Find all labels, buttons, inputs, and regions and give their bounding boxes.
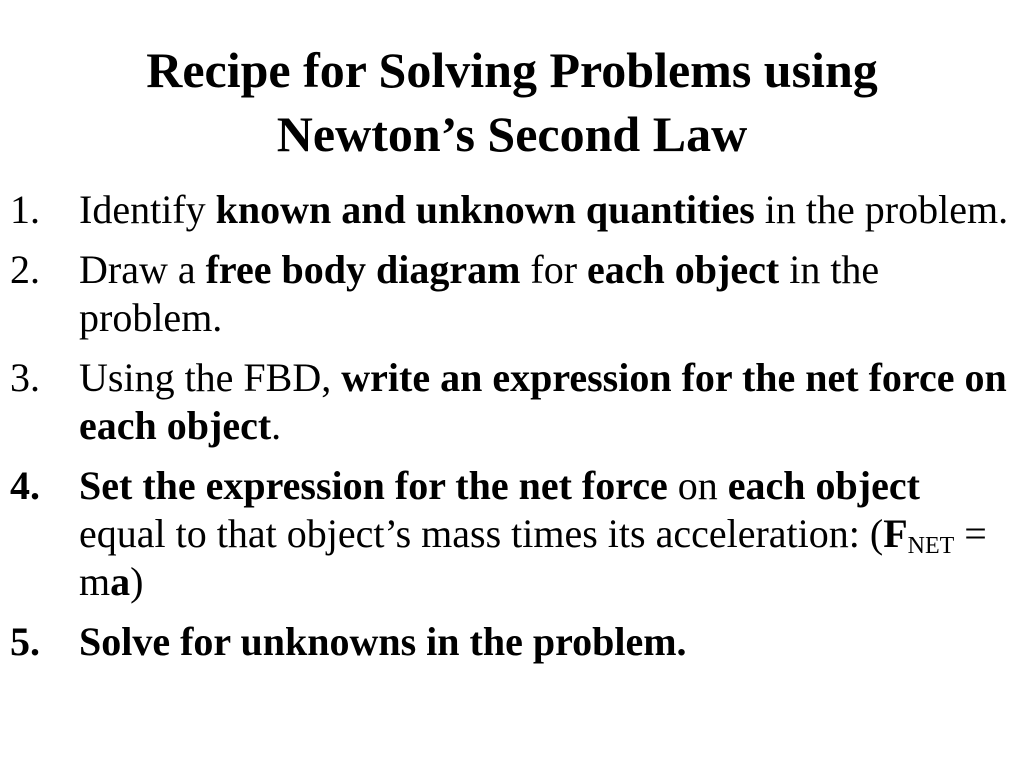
formula-text: ) xyxy=(130,559,144,604)
step-text: in the problem. xyxy=(79,247,880,340)
step-text: in the problem. xyxy=(754,187,1009,232)
step-5 xyxy=(0,618,1010,666)
step-emphasis: free body diagram xyxy=(205,247,521,292)
slide-title xyxy=(0,38,1024,166)
step-emphasis: each object xyxy=(727,463,920,508)
step-emphasis: each object xyxy=(587,247,780,292)
step-text: Identify xyxy=(79,187,216,232)
step-emphasis: write an expression for the net force on each object xyxy=(79,355,1007,448)
step-number: 4. xyxy=(10,463,40,508)
step-text: for xyxy=(520,247,588,292)
step-4 xyxy=(0,462,1010,606)
steps-list xyxy=(0,186,1010,678)
formula-subscript: NET xyxy=(907,533,955,559)
title-line-2: Newton’s Second Law xyxy=(276,106,748,162)
step-number: 2. xyxy=(10,247,40,292)
step-text: Draw a xyxy=(79,247,206,292)
formula-force-symbol: F xyxy=(883,511,908,556)
step-emphasis: Solve for unknowns in the problem. xyxy=(79,619,687,664)
step-text: Using the FBD, xyxy=(79,355,342,400)
step-1 xyxy=(0,186,1010,234)
step-2 xyxy=(0,246,1010,342)
title-line-1: Recipe for Solving Problems using xyxy=(146,42,878,98)
step-text: equal to that object’s mass times its acceleration: ( xyxy=(79,511,884,556)
step-text: . xyxy=(271,403,282,448)
step-emphasis: known and unknown quantities xyxy=(215,187,755,232)
formula-acceleration-symbol: a xyxy=(110,559,131,604)
step-number: 3. xyxy=(10,355,40,400)
step-text: on xyxy=(667,463,728,508)
step-number: 1. xyxy=(10,187,40,232)
step-number: 5. xyxy=(10,619,40,664)
step-3 xyxy=(0,354,1010,450)
step-emphasis: Set the expression for the net force xyxy=(79,463,668,508)
formula-text: = m xyxy=(79,511,987,604)
